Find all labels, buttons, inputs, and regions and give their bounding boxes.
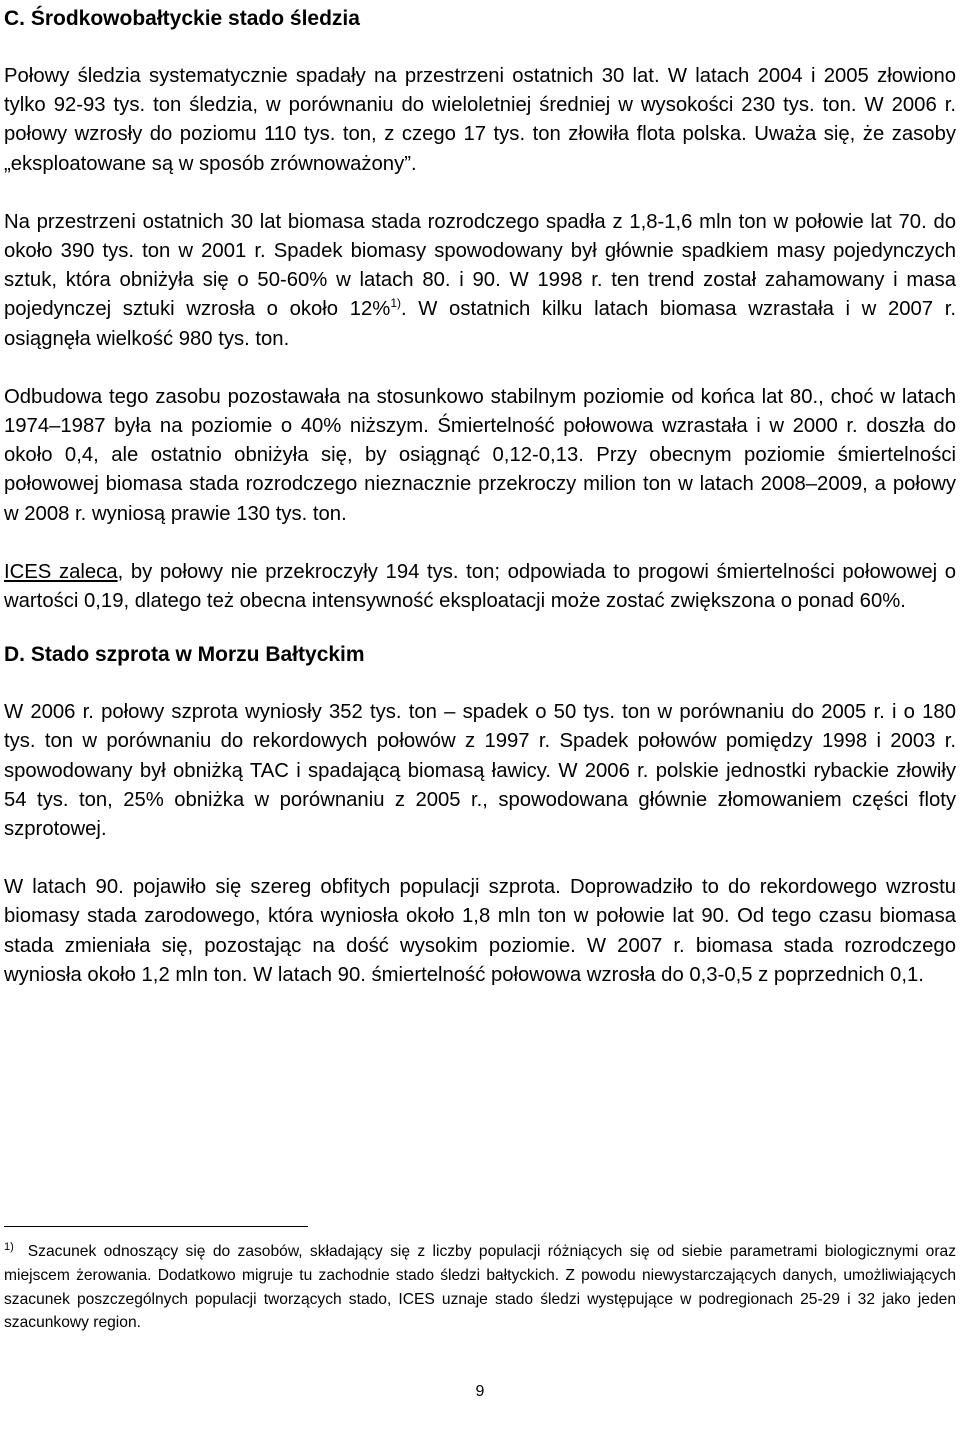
section-c-heading: C. Środkowobałtyckie stado śledzia (4, 7, 360, 30)
paragraph-text: Na przestrzeni ostatnich 30 lat biomasa stada rozrodczego spadła z 1,8-1,6 mln ton w połowie lat 70. do około 390 tys. ton w 2001 r. Spadek biomasy spowodowany był głównie spadkiem masy pojedynczych sztuk, która obniżyła się o 50-60% w latach 80. i 90. W 1998 r. ten trend został zahamowany i masa pojedynczej sztuki wzrosła o około 12% (4, 210, 956, 321)
ices-recommendation-label: ICES zaleca (4, 560, 118, 583)
footnote-reference[interactable]: 1) (390, 296, 401, 311)
paragraph-text: , by połowy nie przekroczyły 194 tys. ton; odpowiada to progowi śmiertelności połowowej o wartości 0,19, dlatego też obecna intensywność eksploatacji może zostać zwiększona o ponad 60%. (4, 560, 956, 613)
footnote (4, 1240, 956, 1335)
section-c-paragraph-3: Odbudowa tego zasobu pozostawała na stosunkowo stabilnym poziomie od końca lat 80., choć w latach 1974–1987 była na poziomie o 40% niższym. Śmiertelność połowowa wzrastała i w 2000 r. doszła do około 0,4, ale ostatnio obniżyła się, by osiągnąć 0,12-0,13. Przy obecnym poziomie śmiertelności połowowej biomasa stada rozrodczego nieznacznie przekroczy milion ton w latach 2008–2009, a połowy w 2008 r. wyniosą prawie 130 tys. ton. (4, 385, 956, 525)
section-c-paragraph-1: Połowy śledzia systematycznie spadały na przestrzeni ostatnich 30 lat. W latach 2004 i 2005 złowiono tylko 92-93 tys. ton śledzia, w porównaniu do wieloletniej średniej w wysokości 230 tys. ton. W 2006 r. połowy wzrosły do poziomu 110 tys. ton, z czego 17 tys. ton złowiła flota polska. Uważa się, że zasoby „eksploatowane są w sposób zrównoważony”. (4, 65, 956, 175)
document-page (4, 4, 956, 990)
footnote-separator (4, 1226, 308, 1227)
section-d-paragraph-1: W 2006 r. połowy szprota wyniosły 352 tys. ton – spadek o 50 tys. ton w porównaniu do 2005 r. i o 180 tys. ton w porównaniu do rekordowych połowów z 1997 r. Spadek połowów pomiędzy 1998 i 2003 r. spowodowany był obniżką TAC i spadającą biomasą ławicy. W 2006 r. polskie jednostki rybackie złowiły 54 tys. ton, 25% obniżka w porównaniu z 2005 r., spowodowana głównie złomowaniem części floty szprotowej. (4, 701, 956, 841)
paragraph-text-continued: . W ostatnich kilku latach biomasa wzrastała i w 2007 r. osiągnęła wielkość 980 tys. ton. (4, 298, 956, 350)
section-c-paragraph-4 (4, 558, 956, 616)
section-d-heading: D. Stado szprota w Morzu Bałtyckim (4, 643, 365, 667)
footnote-marker: 1) (4, 1240, 14, 1253)
page-number: 9 (475, 1383, 485, 1400)
section-c-paragraph-2 (4, 208, 956, 354)
section-d-paragraph-2: W latach 90. pojawiło się szereg obfitych populacji szprota. Doprowadziło to do rekordowego wzrostu biomasy stada zarodowego, która wyniosła około 1,8 mln ton w połowie lat 90. Od tego czasu biomasa stada zmieniała się, pozostając na dość wysokim poziomie. W 2007 r. biomasa stada rozrodczego wyniosła około 1,2 mln ton. W latach 90. śmiertelność połowowa wzrosła do 0,3-0,5 z poprzednich 0,1. (4, 876, 956, 986)
footnote-text: Szacunek odnoszący się do zasobów, składający się z liczby populacji różniących się od siebie parametrami biologicznymi oraz miejscem żerowania. Dodatkowo migruje tu zachodnie stado śledzi bałtyckich. Z powodu niewystarczających danych, umożliwiających szacunek poszczególnych populacji tworzących stado, ICES uznaje stado śledzi występujące w podregionach 25-29 i 32 jako jeden szacunkowy region. (4, 1243, 956, 1332)
